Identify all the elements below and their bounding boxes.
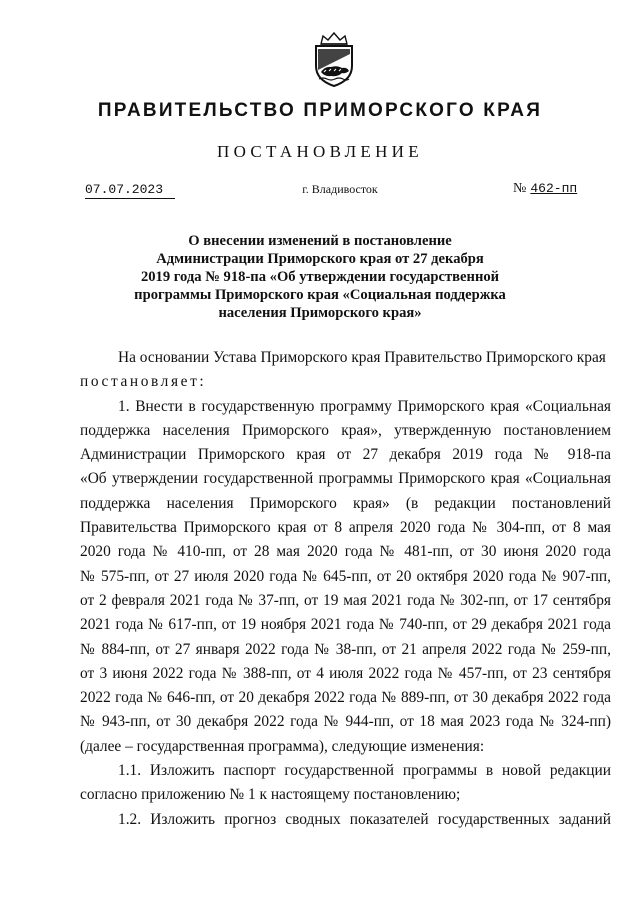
number-value: 462-пп [530,181,578,196]
heading-line: 2019 года № 918-па «Об утверждении государственной [140,269,500,285]
document-number [513,181,608,197]
number-label: № [513,181,527,196]
text-line: 1.1. Изложить паспорт государственной программы в новой редакции [118,762,611,780]
text-line: 2022 года № 646-пп, от 20 декабря 2022 года № 889-пп, от 30 декабря 2022 года [80,689,611,707]
coat-of-arms-icon [309,30,359,88]
text-line: от 2 февраля 2021 года № 37-пп, от 19 мая 2021 года № 302-пп, от 17 сентября [80,591,611,609]
text-line: от 3 июня 2022 года № 388-пп, от 4 июля 2022 года № 457-пп, от 23 сентября [80,664,611,682]
resolves-word: постановляет: [80,373,207,391]
document-type: ПОСТАНОВЛЕНИЕ [217,142,423,161]
text-line: (далее – государственная программа), следующие изменения: [80,737,485,755]
paragraph-item-1-1 [80,759,611,808]
heading-line: Администрации Приморского края от 27 декабря [156,251,484,267]
text-line: 2021 года № 617-пп, от 19 ноября 2021 года № 740-пп, от 29 декабря 2021 года [80,616,611,634]
text-line: согласно приложению № 1 к настоящему постановлению; [80,786,461,804]
paragraph-item-1-2 [80,808,611,832]
text-line: № 943-пп, от 30 декабря 2022 года № 944-пп, от 18 мая 2023 года № 324-пп) [80,713,611,731]
text-line: «Об утверждении государственной программы Приморского края «Социальная [80,470,611,488]
text-line: № 884-пп, от 27 января 2022 года № 38-пп, от 21 апреля 2022 года № 259-пп, [80,640,611,658]
heading-line: О внесении изменений в постановление [188,233,452,249]
text-line: 2020 года № 410-пп, от 28 мая 2020 года № 481-пп, от 30 июня 2020 года [80,543,611,561]
text-line: Правительства Приморского края от 8 апреля 2020 года № 304-пп, от 8 мая [80,519,611,537]
document-heading [100,232,540,322]
text-line: Администрации Приморского края от 27 декабря 2019 года № 918-па [80,446,611,464]
paragraph-resolves [80,370,611,394]
text-line: поддержка населения Приморского края», утвержденную постановлением [80,421,611,439]
heading-line: населения Приморского края» [218,305,422,321]
document-date: 07.07.2023 [85,182,175,199]
text-line: № 575-пп, от 27 июля 2020 года № 645-пп, от 20 октября 2020 года № 907-пп, [80,567,611,585]
text-line: поддержка населения Приморского края» (в редакции постановлений [80,494,611,512]
document-body [80,346,611,832]
heading-line: программы Приморского края «Социальная поддержка [134,287,506,303]
text-line: 1.2. Изложить прогноз сводных показателей государственных заданий [118,810,611,828]
paragraph-item-1 [80,395,611,759]
document-city: г. Владивосток [302,182,378,196]
text-line: 1. Внести в государственную программу Приморского края «Социальная [118,397,611,415]
paragraph-preamble: На основании Устава Приморского края Правительство Приморского края [118,349,606,366]
government-title: ПРАВИТЕЛЬСТВО ПРИМОРСКОГО КРАЯ [97,100,543,121]
